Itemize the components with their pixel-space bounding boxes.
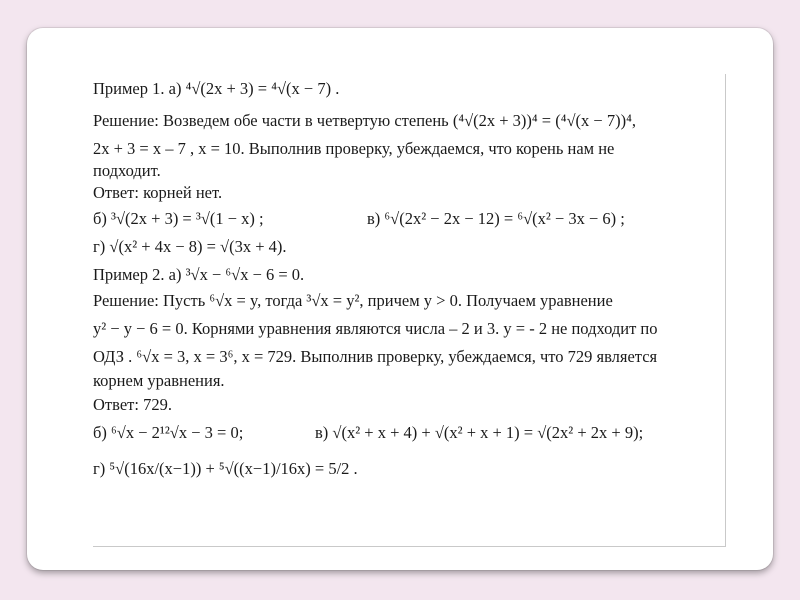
solution-1-line-3: подходит. bbox=[93, 161, 161, 180]
example-2-title: Пример 2. а) ³√x − ⁶√x − 6 = 0. bbox=[93, 265, 305, 284]
exercise-2g: г) ⁵√(16x/(x−1)) + ⁵√((x−1)/16x) = 5/2 . bbox=[93, 459, 358, 478]
document-page bbox=[93, 74, 726, 547]
answer-2: Ответ: 729. bbox=[93, 395, 172, 414]
exercise-1g: г) √(x² + 4x − 8) = √(3x + 4). bbox=[93, 237, 287, 256]
slide-card bbox=[27, 28, 773, 570]
solution-2-line-3: ОДЗ . ⁶√x = 3, x = 3⁶, x = 729. Выполнив проверку, убеждаемся, что 729 является bbox=[93, 347, 658, 366]
solution-2-line-2: y² − y − 6 = 0. Корнями уравнения являются числа – 2 и 3. y = - 2 не подходит по bbox=[93, 319, 658, 338]
solution-1-line-1: Решение: Возведем обе части в четвертую степень (⁴√(2x + 3))⁴ = (⁴√(x − 7))⁴, bbox=[93, 111, 636, 130]
exercise-2v: в) √(x² + x + 4) + √(x² + x + 1) = √(2x² + 2x + 9); bbox=[315, 423, 644, 442]
exercise-2b: б) ⁶√x − 2¹²√x − 3 = 0; bbox=[93, 423, 244, 442]
solution-2-line-1: Решение: Пусть ⁶√x = y, тогда ³√x = y², причем y > 0. Получаем уравнение bbox=[93, 291, 613, 310]
solution-1-line-2: 2x + 3 = x – 7 , x = 10. Выполнив проверку, убеждаемся, что корень нам не bbox=[93, 139, 615, 158]
exercise-1v: в) ⁶√(2x² − 2x − 12) = ⁶√(x² − 3x − 6) ; bbox=[367, 209, 625, 228]
solution-2-line-4: корнем уравнения. bbox=[93, 371, 225, 390]
exercise-1b: б) ³√(2x + 3) = ³√(1 − x) ; bbox=[93, 209, 264, 228]
example-1-title: Пример 1. а) ⁴√(2x + 3) = ⁴√(x − 7) . bbox=[93, 79, 340, 98]
answer-1: Ответ: корней нет. bbox=[93, 183, 223, 202]
